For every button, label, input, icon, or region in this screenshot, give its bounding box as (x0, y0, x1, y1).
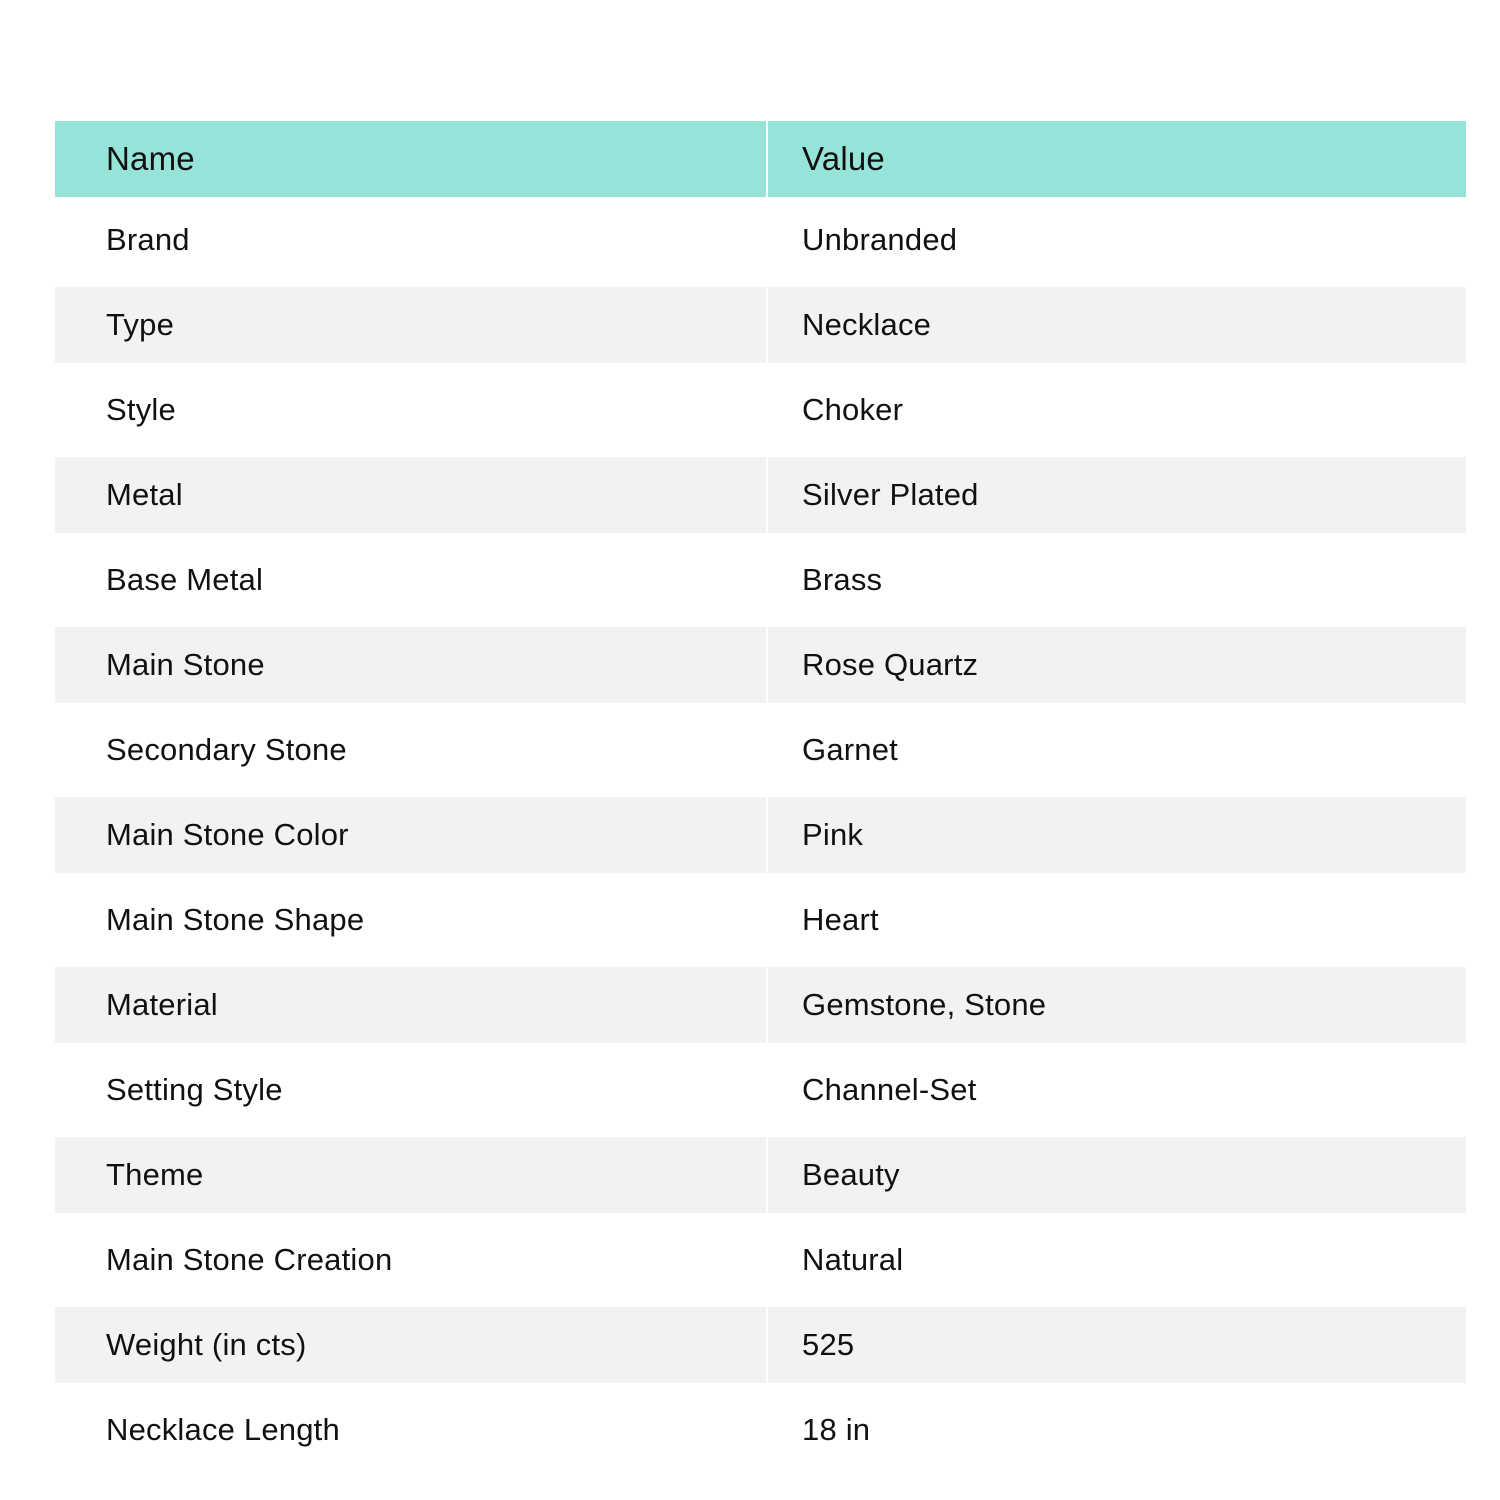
row-value-cell: Necklace (766, 287, 1466, 363)
table-row (55, 627, 1466, 703)
row-value-cell: Choker (766, 367, 1466, 452)
header-name-cell: Name (55, 121, 766, 197)
table-row (55, 1047, 1466, 1132)
row-value-cell: Channel-Set (766, 1047, 1466, 1132)
table-row (55, 457, 1466, 533)
row-value-cell: Pink (766, 797, 1466, 873)
row-value-cell: Rose Quartz (766, 627, 1466, 703)
table-row (55, 1387, 1466, 1472)
row-name-cell: Metal (55, 457, 766, 533)
table-row (55, 537, 1466, 622)
row-name-cell: Setting Style (55, 1047, 766, 1132)
table-row (55, 367, 1466, 452)
row-value-cell: Brass (766, 537, 1466, 622)
row-name-cell: Type (55, 287, 766, 363)
table-row (55, 967, 1466, 1043)
table-row (55, 877, 1466, 962)
row-value-cell: Gemstone, Stone (766, 967, 1466, 1043)
specifications-table (55, 121, 1466, 1472)
row-name-cell: Main Stone Color (55, 797, 766, 873)
row-value-cell: 525 (766, 1307, 1466, 1383)
row-value-cell: Heart (766, 877, 1466, 962)
table-row (55, 287, 1466, 363)
row-name-cell: Material (55, 967, 766, 1043)
row-name-cell: Theme (55, 1137, 766, 1213)
table-row (55, 1307, 1466, 1383)
row-value-cell: Unbranded (766, 197, 1466, 282)
row-value-cell: Natural (766, 1217, 1466, 1302)
table-row (55, 1137, 1466, 1213)
row-name-cell: Main Stone Shape (55, 877, 766, 962)
row-name-cell: Base Metal (55, 537, 766, 622)
table-body (55, 197, 1466, 1472)
header-value-cell: Value (766, 121, 1466, 197)
row-name-cell: Brand (55, 197, 766, 282)
table-row (55, 1217, 1466, 1302)
row-name-cell: Main Stone (55, 627, 766, 703)
table-header-row (55, 121, 1466, 197)
row-name-cell: Necklace Length (55, 1387, 766, 1472)
row-name-cell: Weight (in cts) (55, 1307, 766, 1383)
row-name-cell: Style (55, 367, 766, 452)
table-row (55, 797, 1466, 873)
row-name-cell: Secondary Stone (55, 707, 766, 792)
row-value-cell: 18 in (766, 1387, 1466, 1472)
row-name-cell: Main Stone Creation (55, 1217, 766, 1302)
table-row (55, 707, 1466, 792)
row-value-cell: Silver Plated (766, 457, 1466, 533)
row-value-cell: Beauty (766, 1137, 1466, 1213)
row-value-cell: Garnet (766, 707, 1466, 792)
table-row (55, 197, 1466, 282)
